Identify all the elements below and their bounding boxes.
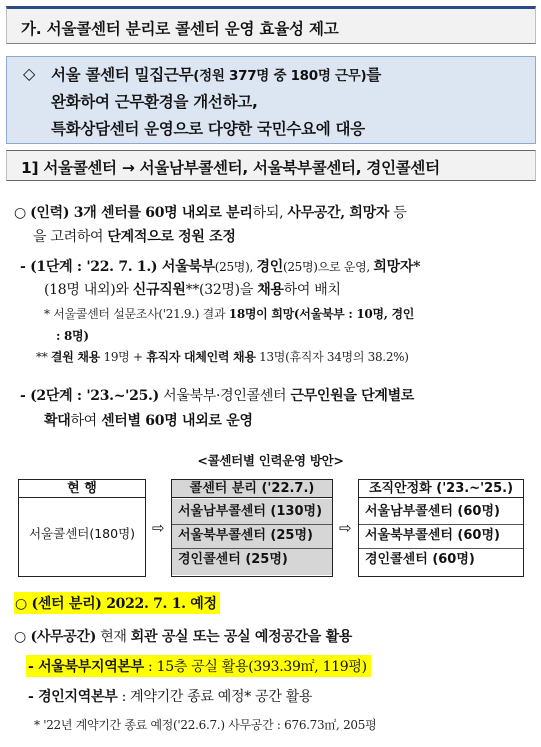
separation-line: ○ (센터 분리) 2022. 7. 1. 예정: [14, 592, 220, 614]
office-gyeongin-line: - 경인지역본부 : 계약기간 종료 예정* 공간 활용: [28, 689, 313, 705]
phase1-note-1-cont: : 8명): [56, 329, 89, 343]
section-title: 가. 서울콜센터 분리로 콜센터 운영 효율성 제고: [21, 20, 339, 38]
table-separation: [171, 479, 333, 577]
table-stabilization-row: 경인콜센터 (60명): [365, 552, 475, 567]
section-header: [6, 6, 536, 44]
sub-section-title: 1] 서울콜센터 → 서울남부콜센터, 서울북부콜센터, 경인콜센터: [21, 159, 440, 177]
table-caption: <콜센터별 인력운영 방안>: [197, 453, 344, 468]
table-stabilization-row: 서울북부콜센터 (60명): [359, 525, 523, 549]
table-separation-row: 서울남부콜센터 (130명): [172, 502, 332, 525]
phase1-note-1: * 서울콜센터 설문조사('21.9.) 결과 18명이 희망(서울북부 : 10명, 경인: [44, 307, 415, 321]
summary-box: [6, 56, 536, 144]
phase1-note-2: ** 결원 채용 19명 + 휴직자 대체인력 채용 13명(휴직자 34명의 38.2%): [36, 350, 409, 364]
sub-section-header: [6, 150, 536, 181]
phase2-line-2: 확대하여 센터별 60명 내외로 운영: [44, 413, 253, 429]
summary-line-2: 완화하여 근무환경을 개선하고,: [51, 93, 258, 111]
table-current-cell: 서울콜센터(180명): [28, 526, 136, 541]
table-separation-row: 서울북부콜센터 (25명): [172, 525, 332, 549]
phase1-line-1: - (1단계 : '22. 7. 1.) 서울북부(25명), 경인(25명)으로 운영, 희망자*: [20, 259, 421, 275]
summary-line-3: 특화상담센터 운영으로 다양한 국민수요에 대응: [51, 120, 365, 138]
personnel-line-1: ○ (인력) 3개 센터를 60명 내외로 분리하되, 사무공간, 희망자 등: [14, 205, 407, 221]
table-separation-body: [172, 499, 332, 575]
table-current-header: 현 행: [19, 480, 145, 498]
table-current: [18, 479, 146, 577]
arrow-right-icon: ⇨: [339, 519, 352, 537]
table-separation-row: 경인콜센터 (25명): [178, 552, 288, 567]
diamond-icon: ◇: [23, 64, 36, 83]
table-separation-header: 콜센터 분리 ('22.7.): [172, 480, 332, 498]
table-stabilization: [358, 479, 524, 577]
table-stabilization-row: 서울남부콜센터 (60명): [359, 502, 523, 525]
office-line-1: ○ (사무공간) 현재 회관 공실 또는 공실 예정공간을 활용: [14, 629, 353, 645]
office-note: * '22년 계약기간 종료 예정('22.6.7.) 사무공간 : 676.73㎡, 205평: [34, 718, 377, 732]
phase2-line-1: - (2단계 : '23.~'25.) 서울북부·경인콜센터 근무인원을 단계별로: [20, 388, 415, 404]
personnel-line-2: 을 고려하여 단계적으로 정원 조정: [33, 229, 236, 245]
phase1-line-2: (18명 내외)와 신규직원**(32명)을 채용하여 배치: [44, 282, 341, 298]
arrow-right-icon: ⇨: [152, 519, 165, 537]
office-north-line: - 서울북부지역본부 : 15층 공실 활용(393.39㎡, 119평): [26, 655, 371, 677]
table-stabilization-header: 조직안정화 ('23.~'25.): [359, 480, 523, 498]
summary-line-1: 서울 콜센터 밀집근무(정원 377명 중 180명 근무)를: [51, 66, 382, 84]
